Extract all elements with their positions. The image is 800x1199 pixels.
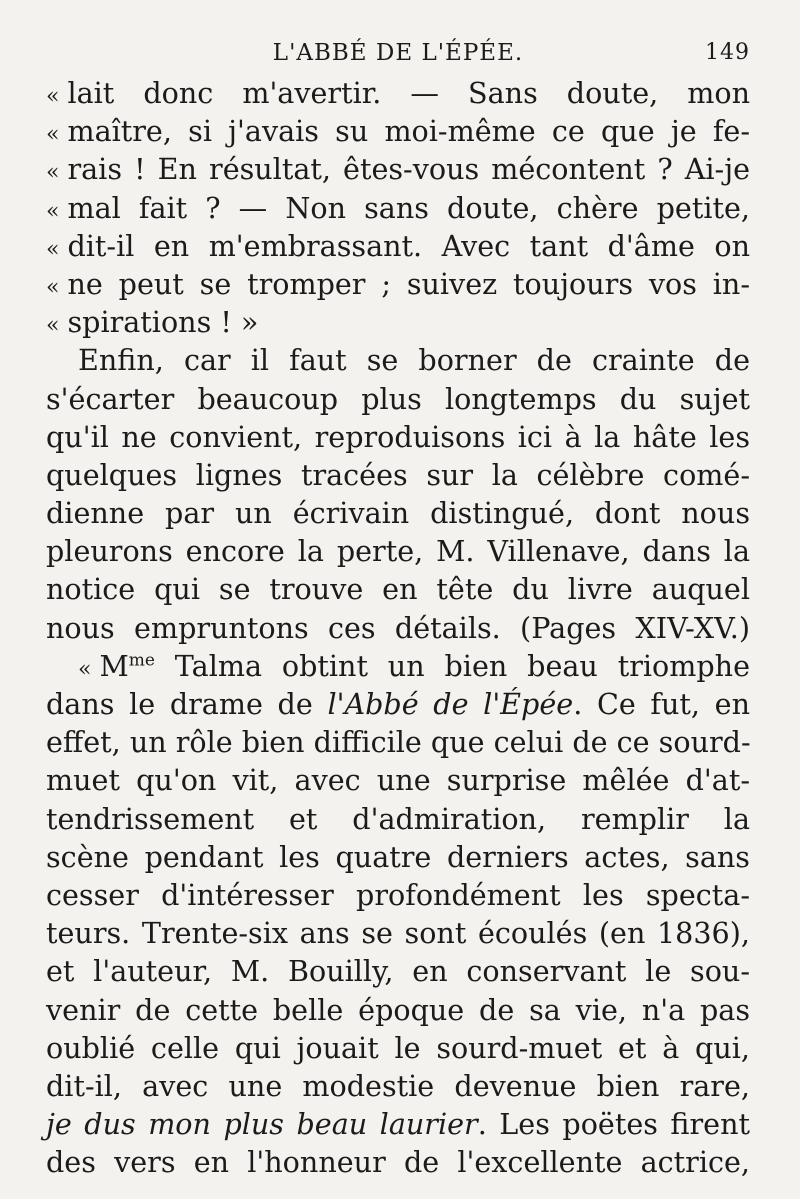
running-title: L'ABBÉ DE L'ÉPÉE. — [272, 40, 524, 66]
page-number: 149 — [705, 40, 750, 65]
text-line: teurs. Trente-six ans se sont écoulés (en 1836), — [46, 916, 750, 951]
text-line: scène pendant les quatre derniers actes, sans — [46, 839, 750, 874]
text-line: Enfin, car il faut se borner de crainte de — [78, 343, 750, 378]
text-line: « lait donc m'avertir. — Sans doute, mon — [46, 76, 750, 110]
body-text — [46, 74, 750, 1181]
text-line: venir de cette belle époque de sa vie, n'a pas — [46, 992, 750, 1027]
quote-mark: « — [46, 236, 60, 262]
text-line: des vers en l'honneur de l'excellente actrice, — [46, 1145, 750, 1180]
text-line: « ne peut se tromper ; suivez toujours vos in- — [46, 266, 750, 301]
text-line: je dus mon plus beau laurier. Les poëtes firent — [46, 1107, 750, 1142]
italic-title: l'Abbé de l'Épée — [327, 687, 574, 721]
quote-mark: « — [46, 160, 60, 186]
text-line: s'écarter beaucoup plus longtemps du sujet — [46, 381, 750, 416]
quote-mark: « — [46, 274, 60, 300]
text-line: quelques lignes tracées sur la célèbre comé- — [46, 457, 750, 492]
text-line: « dit-il en m'embrassant. Avec tant d'âme on — [46, 228, 750, 263]
text-line: dit-il, avec une modestie devenue bien rare, — [46, 1068, 750, 1103]
text-line: « $M^{me}$ Talma obtint un bien beau triomphe — [78, 648, 750, 683]
text-line: oublié celle qui jouait le sourd-muet et à qui, — [46, 1030, 750, 1065]
text-line: « rais ! En résultat, êtes-vous mécontent ? Ai-je — [46, 152, 750, 187]
text-line: dienne par un écrivain distingué, dont nous — [46, 496, 750, 531]
text-line: effet, un rôle bien difficile que celui de ce sourd- — [46, 725, 751, 760]
text-line: cesser d'intéresser profondément les specta- — [46, 877, 750, 912]
page-header — [46, 40, 750, 74]
text-line: notice qui se trouve en tête du livre auquel — [46, 572, 750, 607]
text-line: muet qu'on vit, avec une surprise mêlée d'at- — [46, 763, 750, 798]
text-line: pleurons encore la perte, M. Villenave, dans la — [46, 534, 750, 569]
quote-mark: « — [46, 198, 60, 224]
text-line: et l'auteur, M. Bouilly, en conservant le sou- — [46, 954, 750, 989]
quote-mark: « — [46, 84, 60, 109]
text-line: tendrissement et d'admiration, remplir la — [46, 801, 750, 836]
text-line: dans le drame de l'Abbé de l'Épée. Ce fut, en — [46, 687, 750, 721]
italic-quote: je dus mon plus beau laurier — [46, 1107, 478, 1142]
text-line: qu'il ne convient, reproduisons ici à la hâte les — [46, 419, 750, 454]
text-line: « spirations ! » — [46, 305, 259, 340]
text-line: « maître, si j'avais su moi-même ce que je fe- — [46, 114, 750, 149]
quote-mark: « — [46, 313, 60, 339]
text-line: nous empruntons ces détails. (Pages XIV-XV.) — [46, 610, 750, 645]
text-line: « mal fait ? — Non sans doute, chère petite, — [46, 190, 750, 225]
quote-mark: « — [78, 656, 92, 682]
quote-mark: « — [46, 122, 60, 148]
